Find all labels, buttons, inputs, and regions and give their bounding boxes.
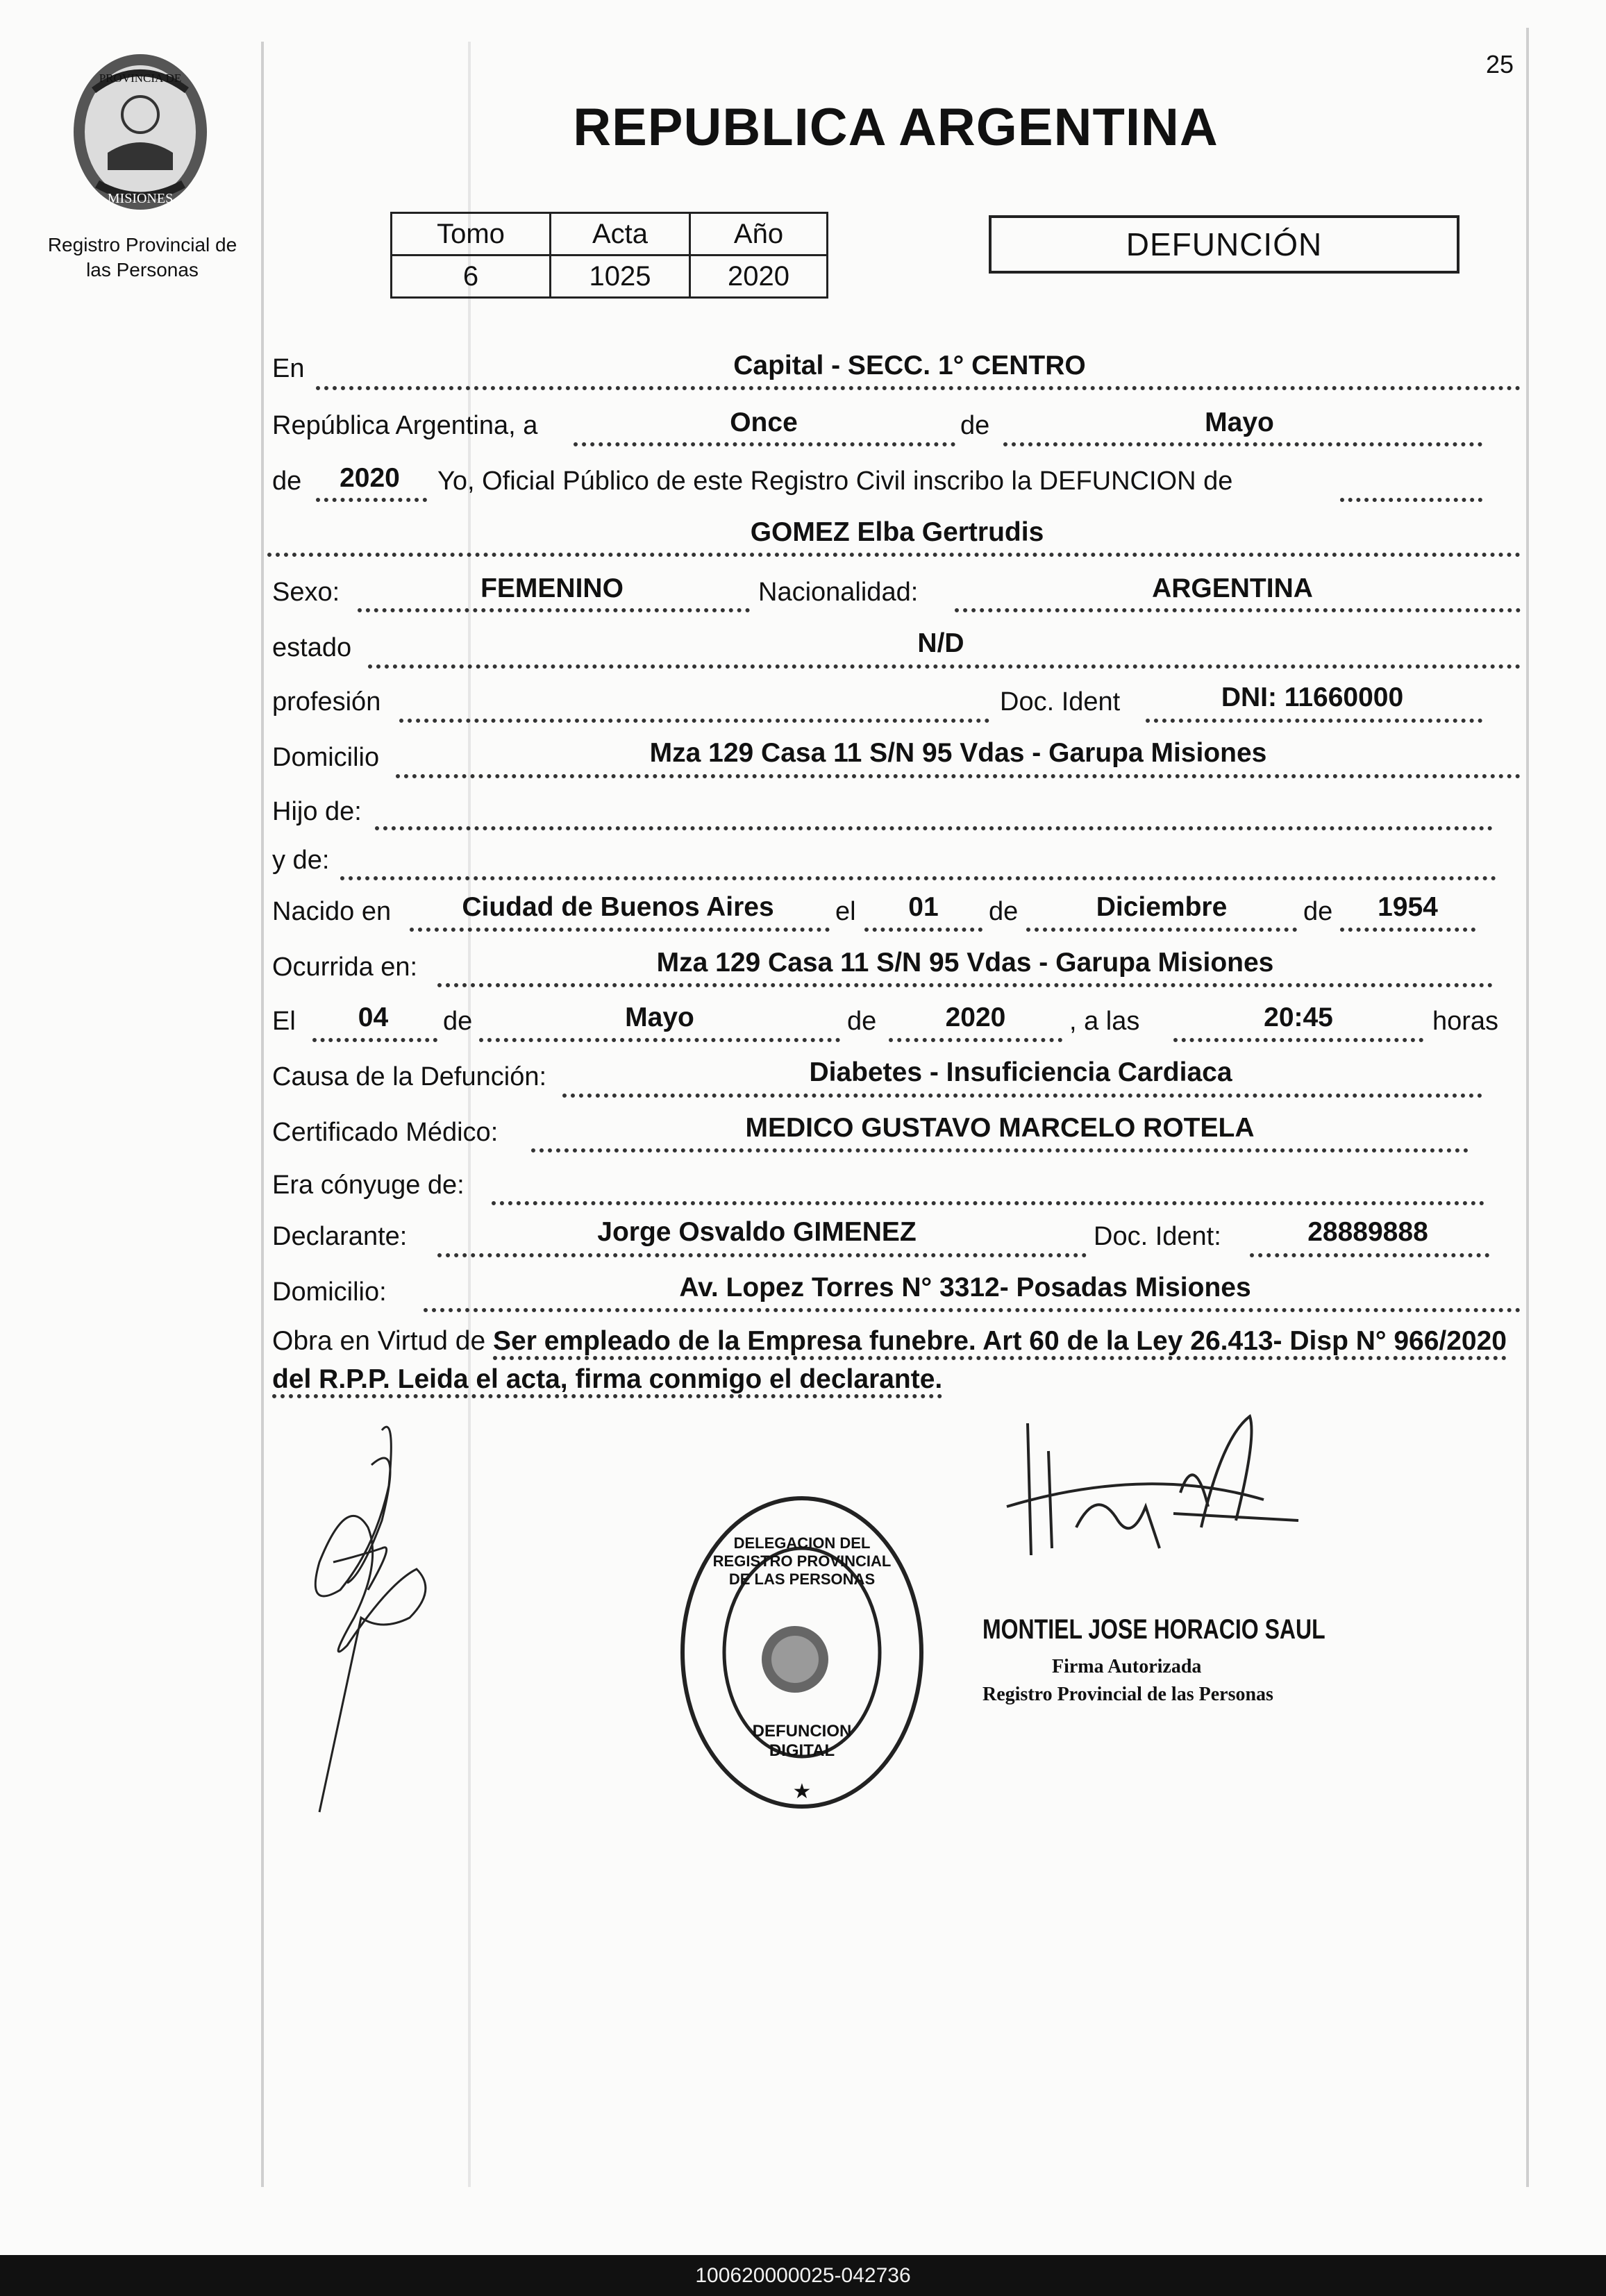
- de-label: de: [272, 467, 302, 496]
- official-stamp: [677, 1493, 927, 1812]
- dotted-line: [562, 1093, 1482, 1098]
- dotted-line: [424, 1308, 1521, 1312]
- declarante-label: Declarante:: [272, 1222, 408, 1251]
- de-label: de: [1303, 897, 1333, 926]
- de-label: de: [960, 411, 990, 440]
- nacionalidad-label: Nacionalidad:: [758, 578, 919, 607]
- margin-line-right: [1526, 28, 1529, 2187]
- domicilio2-value: Av. Lopez Torres N° 3312- Posadas Misiones: [679, 1273, 1251, 1302]
- de-label: de: [443, 1007, 473, 1036]
- republica-label: República Argentina, a: [272, 411, 538, 440]
- hijo-label: Hijo de:: [272, 797, 362, 826]
- tomo-label: Tomo: [392, 213, 551, 255]
- day-word-value: Once: [730, 408, 798, 437]
- anio-value: 2020: [690, 255, 828, 298]
- place-value: Capital - SECC. 1° CENTRO: [733, 351, 1086, 380]
- dotted-line: [479, 1038, 840, 1042]
- declarante-doc-value: 28889888: [1307, 1217, 1428, 1247]
- dotted-line: [340, 876, 1496, 880]
- dotted-line: [492, 1201, 1484, 1205]
- estado-value: N/D: [917, 628, 964, 658]
- obra-paragraph: Obra en Virtud de Ser empleado de la Empresa funebre. Art 60 de la Ley 26.413- Disp N° 966/2020 del R.P.P. Leida el acta, firma conmigo el declarante.: [272, 1322, 1522, 1398]
- sexo-label: Sexo:: [272, 578, 340, 607]
- signatory-role: Firma Autorizada: [1052, 1656, 1202, 1677]
- nacido-lugar: Ciudad de Buenos Aires: [462, 892, 774, 922]
- dotted-line: [267, 553, 1521, 557]
- ocurrida-lugar: Mza 129 Casa 11 S/N 95 Vdas - Garupa Misiones: [656, 948, 1274, 978]
- declarante-doc-label: Doc. Ident:: [1094, 1222, 1221, 1251]
- sexo-value: FEMENINO: [480, 573, 624, 603]
- doc-label: Doc. Ident: [1000, 687, 1121, 717]
- month-value: Mayo: [1205, 408, 1274, 437]
- nacido-dia: 01: [908, 892, 939, 922]
- dotted-line: [375, 826, 1493, 830]
- yde-label: y de:: [272, 846, 330, 875]
- dotted-line: [437, 1253, 1087, 1257]
- dotted-line: [864, 928, 982, 932]
- doc-value: DNI: 11660000: [1221, 682, 1404, 712]
- nacionalidad-value: ARGENTINA: [1152, 573, 1313, 603]
- dotted-line: [889, 1038, 1062, 1042]
- el-label: el: [835, 897, 856, 926]
- alas-label: , a las: [1069, 1007, 1140, 1036]
- dotted-line: [574, 442, 955, 446]
- ocurrida-label: Ocurrida en:: [272, 953, 418, 982]
- record-table: [390, 212, 828, 299]
- dotted-line: [531, 1148, 1469, 1153]
- causa-value: Diabetes - Insuficiencia Cardiaca: [809, 1057, 1232, 1087]
- provincial-emblem-logo: [66, 49, 215, 215]
- dotted-line: [1173, 1038, 1423, 1042]
- el-cap-label: El: [272, 1007, 296, 1036]
- year-value: 2020: [340, 463, 400, 493]
- svg-text:★: ★: [792, 1780, 812, 1803]
- emblem-text-bottom: MISIONES: [107, 191, 174, 206]
- conyuge-label: Era cónyuge de:: [272, 1171, 465, 1200]
- margin-line-left: [261, 42, 264, 2187]
- muerte-dia: 04: [358, 1003, 389, 1032]
- acta-value: 1025: [551, 255, 690, 298]
- causa-label: Causa de la Defunción:: [272, 1062, 547, 1091]
- dotted-line: [1340, 928, 1475, 932]
- dotted-line: [312, 1038, 437, 1042]
- signatory-org: Registro Provincial de las Personas: [982, 1684, 1273, 1705]
- nacido-anio: 1954: [1378, 892, 1438, 922]
- declarant-signature: [278, 1409, 444, 1826]
- official-signature: [972, 1409, 1333, 1562]
- muerte-anio: 2020: [945, 1003, 1006, 1032]
- certificado-label: Certificado Médico:: [272, 1118, 499, 1147]
- muerte-hora: 20:45: [1264, 1003, 1333, 1032]
- dotted-line: [1146, 719, 1482, 723]
- domicilio-label: Domicilio: [272, 743, 380, 772]
- profesion-label: profesión: [272, 687, 381, 717]
- dotted-line: [396, 774, 1521, 778]
- tomo-value: 6: [392, 255, 551, 298]
- certificado-value: MEDICO GUSTAVO MARCELO ROTELA: [745, 1113, 1255, 1143]
- de-label: de: [989, 897, 1019, 926]
- dotted-line: [1026, 928, 1297, 932]
- de-label: de: [847, 1007, 877, 1036]
- estado-label: estado: [272, 633, 352, 662]
- page-number: 25: [1486, 50, 1514, 78]
- signatory-name: MONTIEL JOSE HORACIO SAUL: [982, 1614, 1325, 1645]
- muerte-mes: Mayo: [625, 1003, 694, 1032]
- dotted-line: [1003, 442, 1482, 446]
- dotted-line: [316, 386, 1521, 390]
- dotted-line: [358, 608, 750, 612]
- dotted-line: [410, 928, 830, 932]
- nacido-label: Nacido en: [272, 897, 392, 926]
- page-title: REPUBLICA ARGENTINA: [573, 98, 1219, 157]
- dotted-line: [437, 983, 1493, 987]
- stamp-inner-text: DEFUNCION DIGITAL: [752, 1722, 852, 1760]
- dotted-line: [1340, 498, 1482, 502]
- deceased-name: GOMEZ Elba Gertrudis: [750, 517, 1044, 547]
- record-type-box: DEFUNCIÓN: [989, 215, 1459, 274]
- en-label: En: [272, 354, 305, 383]
- stamp-outer-text: DELEGACION DEL REGISTRO PROVINCIAL DE LAS PERSONAS: [712, 1534, 892, 1588]
- barcode-footer: 100620000025-042736: [0, 2255, 1606, 2296]
- dotted-line: [399, 719, 989, 723]
- anio-label: Año: [690, 213, 828, 255]
- nacido-mes: Diciembre: [1096, 892, 1228, 922]
- domicilio-value: Mza 129 Casa 11 S/N 95 Vdas - Garupa Misiones: [649, 738, 1267, 768]
- horas-label: horas: [1432, 1007, 1499, 1036]
- dotted-line: [316, 498, 427, 502]
- dotted-line: [955, 608, 1521, 612]
- dotted-line: [1250, 1253, 1489, 1257]
- registry-label: Registro Provincial de las Personas: [47, 234, 237, 280]
- acta-label: Acta: [551, 213, 690, 255]
- oficial-text: Yo, Oficial Público de este Registro Civil inscribo la DEFUNCION de: [437, 467, 1233, 496]
- domicilio2-label: Domicilio:: [272, 1277, 387, 1307]
- emblem-text-top: PROVINCIA DE: [99, 72, 182, 85]
- declarante-value: Jorge Osvaldo GIMENEZ: [597, 1217, 917, 1247]
- dotted-line: [368, 664, 1521, 669]
